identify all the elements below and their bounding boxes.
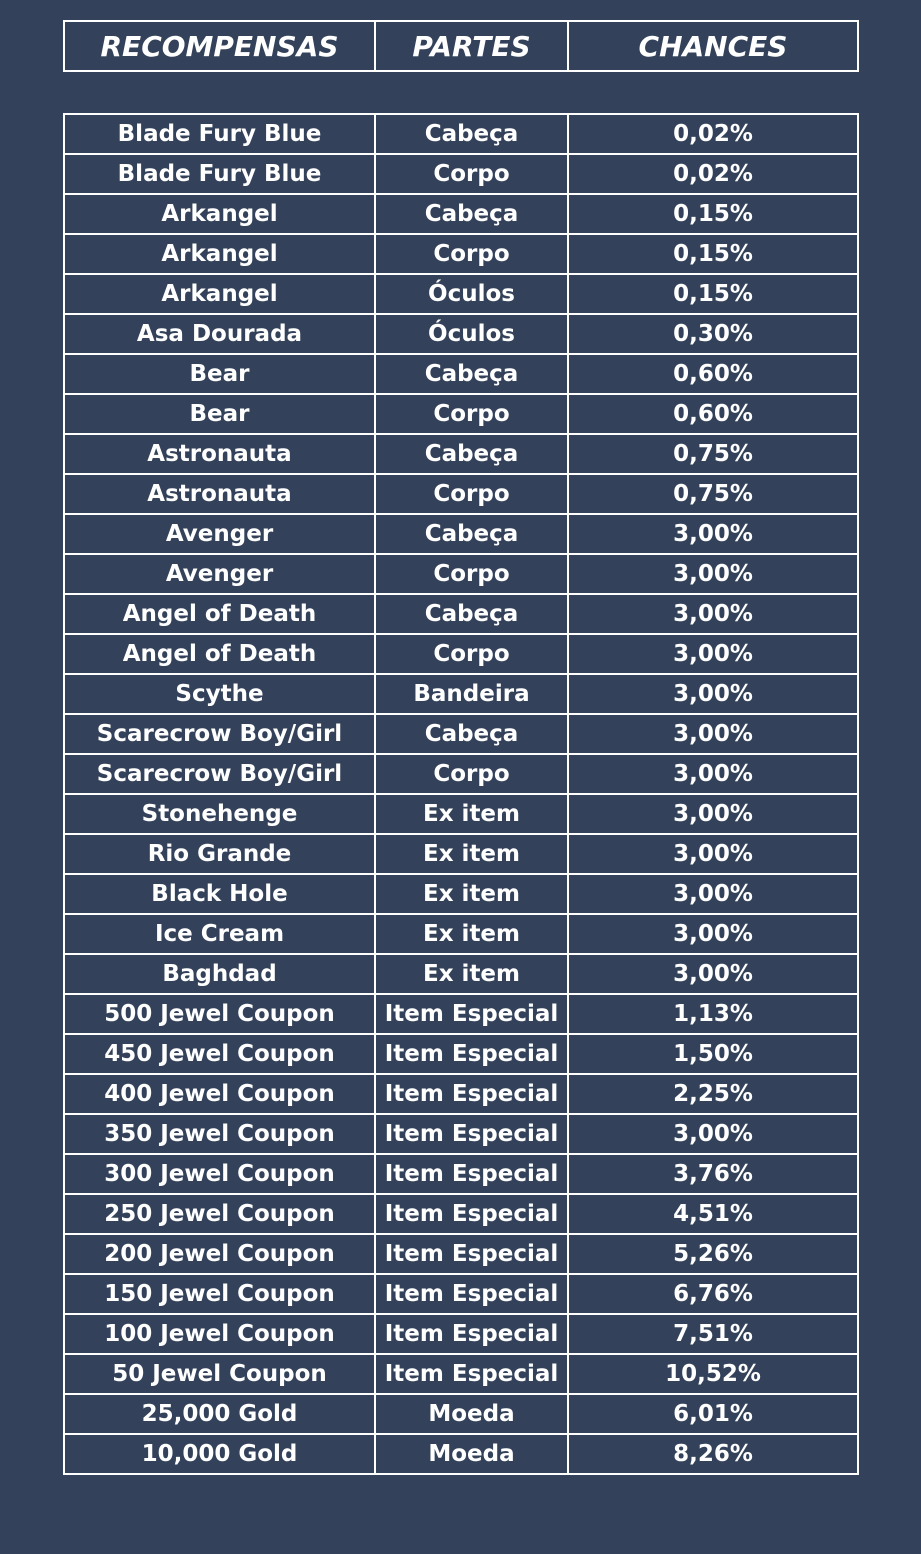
table-row <box>64 474 858 514</box>
table-row <box>64 314 858 354</box>
chance-cell: 0,15% <box>568 234 858 274</box>
reward-cell: Blade Fury Blue <box>64 114 375 154</box>
table-row <box>64 554 858 594</box>
reward-cell: Stonehenge <box>64 794 375 834</box>
part-cell: Bandeira <box>375 674 568 714</box>
part-cell: Item Especial <box>375 1234 568 1274</box>
chance-cell: 3,00% <box>568 754 858 794</box>
reward-cell: 50 Jewel Coupon <box>64 1354 375 1394</box>
chance-cell: 3,00% <box>568 674 858 714</box>
chance-cell: 3,00% <box>568 554 858 594</box>
part-cell: Item Especial <box>375 1114 568 1154</box>
reward-cell: Bear <box>64 354 375 394</box>
part-cell: Corpo <box>375 394 568 434</box>
chance-cell: 3,00% <box>568 954 858 994</box>
table-row <box>64 514 858 554</box>
table-row <box>64 914 858 954</box>
rewards-table <box>63 113 859 1475</box>
chance-cell: 0,15% <box>568 274 858 314</box>
reward-cell: 100 Jewel Coupon <box>64 1314 375 1354</box>
chance-cell: 6,76% <box>568 1274 858 1314</box>
reward-cell: Angel of Death <box>64 594 375 634</box>
chance-cell: 3,00% <box>568 594 858 634</box>
reward-cell: 450 Jewel Coupon <box>64 1034 375 1074</box>
table-row <box>64 954 858 994</box>
reward-cell: Astronauta <box>64 434 375 474</box>
table-row <box>64 634 858 674</box>
table-row <box>64 1034 858 1074</box>
chance-cell: 6,01% <box>568 1394 858 1434</box>
chance-cell: 0,30% <box>568 314 858 354</box>
reward-cell: Baghdad <box>64 954 375 994</box>
header-table <box>63 20 859 72</box>
table-row <box>64 194 858 234</box>
chance-cell: 3,76% <box>568 1154 858 1194</box>
part-cell: Ex item <box>375 794 568 834</box>
table-row <box>64 714 858 754</box>
reward-cell: Arkangel <box>64 274 375 314</box>
reward-cell: Scarecrow Boy/Girl <box>64 714 375 754</box>
header-parts: PARTES <box>375 21 568 71</box>
chance-cell: 3,00% <box>568 914 858 954</box>
reward-cell: 25,000 Gold <box>64 1394 375 1434</box>
part-cell: Óculos <box>375 314 568 354</box>
chance-cell: 3,00% <box>568 714 858 754</box>
reward-cell: 350 Jewel Coupon <box>64 1114 375 1154</box>
part-cell: Corpo <box>375 634 568 674</box>
part-cell: Corpo <box>375 474 568 514</box>
part-cell: Item Especial <box>375 1314 568 1354</box>
reward-cell: Blade Fury Blue <box>64 154 375 194</box>
header-chances: CHANCES <box>568 21 858 71</box>
table-row <box>64 1354 858 1394</box>
chance-cell: 3,00% <box>568 634 858 674</box>
reward-cell: Bear <box>64 394 375 434</box>
table-row <box>64 1194 858 1234</box>
reward-cell: 10,000 Gold <box>64 1434 375 1474</box>
table-row <box>64 594 858 634</box>
chance-cell: 3,00% <box>568 514 858 554</box>
chance-cell: 0,15% <box>568 194 858 234</box>
part-cell: Cabeça <box>375 194 568 234</box>
part-cell: Cabeça <box>375 714 568 754</box>
reward-cell: 300 Jewel Coupon <box>64 1154 375 1194</box>
reward-cell: Avenger <box>64 554 375 594</box>
reward-cell: 500 Jewel Coupon <box>64 994 375 1034</box>
table-row <box>64 754 858 794</box>
table-row <box>64 834 858 874</box>
part-cell: Ex item <box>375 914 568 954</box>
reward-cell: Avenger <box>64 514 375 554</box>
table-row <box>64 1394 858 1434</box>
table-row <box>64 154 858 194</box>
reward-cell: Black Hole <box>64 874 375 914</box>
chance-cell: 5,26% <box>568 1234 858 1274</box>
table-row <box>64 994 858 1034</box>
chance-cell: 0,60% <box>568 354 858 394</box>
part-cell: Corpo <box>375 554 568 594</box>
part-cell: Ex item <box>375 834 568 874</box>
part-cell: Corpo <box>375 154 568 194</box>
reward-cell: Rio Grande <box>64 834 375 874</box>
reward-cell: Asa Dourada <box>64 314 375 354</box>
chance-cell: 0,75% <box>568 434 858 474</box>
part-cell: Corpo <box>375 754 568 794</box>
part-cell: Corpo <box>375 234 568 274</box>
table-row <box>64 274 858 314</box>
part-cell: Item Especial <box>375 1274 568 1314</box>
reward-cell: Arkangel <box>64 234 375 274</box>
reward-cell: Scythe <box>64 674 375 714</box>
reward-cell: 400 Jewel Coupon <box>64 1074 375 1114</box>
chance-cell: 1,50% <box>568 1034 858 1074</box>
part-cell: Item Especial <box>375 1354 568 1394</box>
reward-cell: Astronauta <box>64 474 375 514</box>
part-cell: Cabeça <box>375 114 568 154</box>
table-row <box>64 354 858 394</box>
chance-cell: 3,00% <box>568 874 858 914</box>
part-cell: Ex item <box>375 874 568 914</box>
header-row <box>64 21 858 71</box>
reward-cell: 200 Jewel Coupon <box>64 1234 375 1274</box>
chance-cell: 4,51% <box>568 1194 858 1234</box>
table-row <box>64 1274 858 1314</box>
part-cell: Cabeça <box>375 514 568 554</box>
part-cell: Moeda <box>375 1434 568 1474</box>
chance-cell: 3,00% <box>568 1114 858 1154</box>
part-cell: Cabeça <box>375 434 568 474</box>
reward-cell: Scarecrow Boy/Girl <box>64 754 375 794</box>
table-row <box>64 674 858 714</box>
header-rewards: RECOMPENSAS <box>64 21 375 71</box>
chance-cell: 0,02% <box>568 154 858 194</box>
table-row <box>64 1074 858 1114</box>
reward-cell: Ice Cream <box>64 914 375 954</box>
part-cell: Ex item <box>375 954 568 994</box>
reward-cell: 250 Jewel Coupon <box>64 1194 375 1234</box>
part-cell: Item Especial <box>375 1074 568 1114</box>
table-row <box>64 1434 858 1474</box>
chance-cell: 1,13% <box>568 994 858 1034</box>
table-row <box>64 1114 858 1154</box>
reward-cell: Arkangel <box>64 194 375 234</box>
chance-cell: 0,02% <box>568 114 858 154</box>
chance-cell: 0,60% <box>568 394 858 434</box>
reward-cell: Angel of Death <box>64 634 375 674</box>
table-row <box>64 394 858 434</box>
part-cell: Item Especial <box>375 1154 568 1194</box>
reward-cell: 150 Jewel Coupon <box>64 1274 375 1314</box>
part-cell: Cabeça <box>375 354 568 394</box>
chance-cell: 3,00% <box>568 834 858 874</box>
part-cell: Moeda <box>375 1394 568 1434</box>
table-row <box>64 794 858 834</box>
chance-cell: 8,26% <box>568 1434 858 1474</box>
table-row <box>64 874 858 914</box>
chance-cell: 3,00% <box>568 794 858 834</box>
table-row <box>64 1234 858 1274</box>
chance-cell: 0,75% <box>568 474 858 514</box>
table-row <box>64 1154 858 1194</box>
table-row <box>64 234 858 274</box>
part-cell: Cabeça <box>375 594 568 634</box>
table-row <box>64 434 858 474</box>
chance-cell: 7,51% <box>568 1314 858 1354</box>
part-cell: Item Especial <box>375 994 568 1034</box>
part-cell: Óculos <box>375 274 568 314</box>
rewards-table-body <box>64 114 858 1474</box>
chance-cell: 2,25% <box>568 1074 858 1114</box>
part-cell: Item Especial <box>375 1034 568 1074</box>
table-row <box>64 1314 858 1354</box>
chance-cell: 10,52% <box>568 1354 858 1394</box>
part-cell: Item Especial <box>375 1194 568 1234</box>
table-row <box>64 114 858 154</box>
